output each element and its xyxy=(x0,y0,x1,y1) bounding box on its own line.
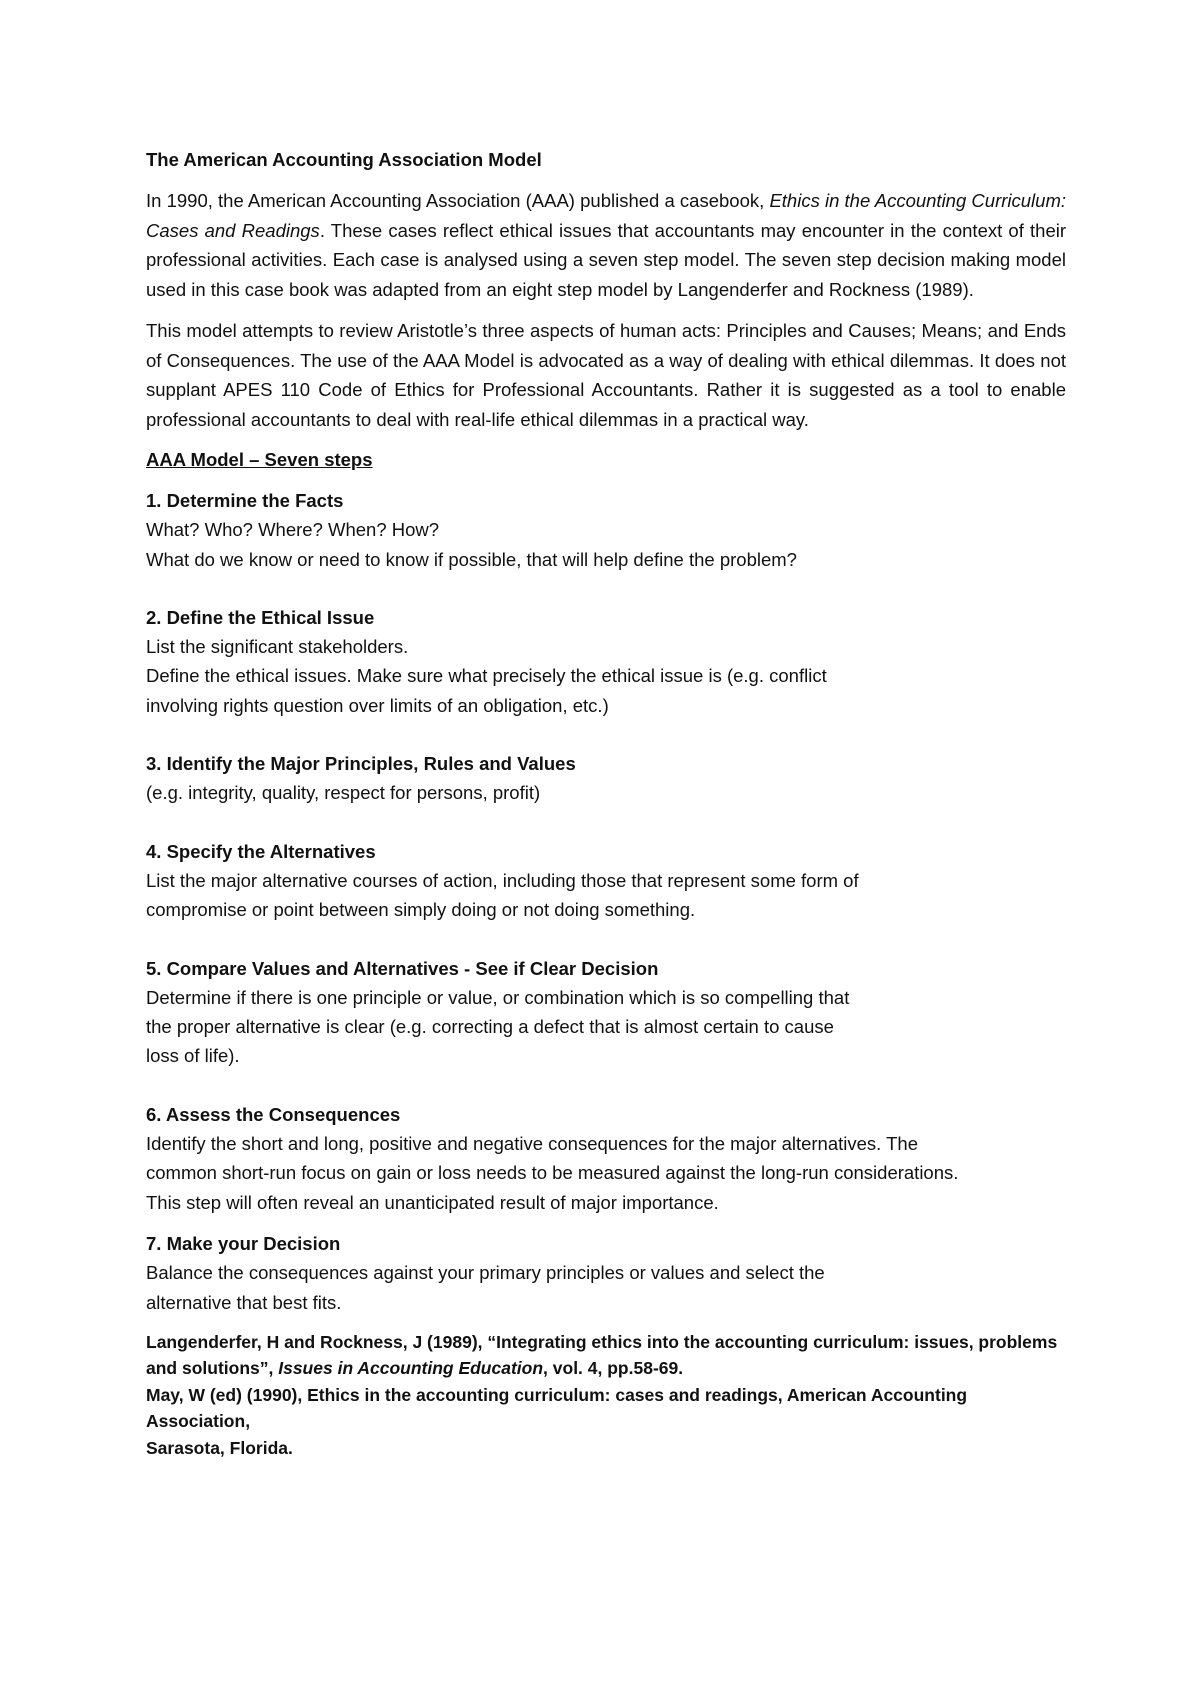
step-line: loss of life). xyxy=(146,1045,240,1067)
step-title: 7. Make your Decision xyxy=(146,1232,341,1254)
step-title: 1. Determine the Facts xyxy=(146,490,344,511)
step-line: List the major alternative courses of action, including those that represent some form of xyxy=(146,869,859,891)
document-page xyxy=(146,146,1066,1461)
step-4 xyxy=(146,837,1066,925)
step-line: the proper alternative is clear (e.g. correcting a defect that is almost certain to cause xyxy=(146,1016,834,1038)
step-title: 4. Specify the Alternatives xyxy=(146,840,376,862)
step-line: Determine if there is one principle or value, or combination which is so compelling that xyxy=(146,986,850,1008)
step-title: 3. Identify the Major Principles, Rules and Values xyxy=(146,753,576,775)
step-3 xyxy=(146,749,1066,808)
step-line: This step will often reveal an unanticipated result of major importance. xyxy=(146,1191,719,1213)
intro-paragraph-2: This model attempts to review Aristotle’s three aspects of human acts: Principles and Causes; Means; and Ends of Consequences. The use of the AAA Model is advocated as a way of dealing with ethical dilemmas. It does not supplant APES 110 Code of Ethics for Professional Accountants. Rather it is suggested as a tool to enable professional accountants to deal with real-life ethical dilemmas in a practical way. xyxy=(146,320,1066,430)
step-line: What do we know or need to know if possible, that will help define the problem? xyxy=(146,548,797,570)
step-line: Balance the consequences against your primary principles or values and select the xyxy=(146,1262,825,1284)
section-heading: AAA Model – Seven steps xyxy=(146,449,373,470)
step-2 xyxy=(146,603,1066,720)
reference-1-line-2 xyxy=(146,1355,1066,1382)
step-line: Identify the short and long, positive and negative consequences for the major alternatives. The xyxy=(146,1133,918,1155)
intro-p1-suffix: . These cases reflect ethical issues that accountants may encounter in the context of their professional activities. Each case is analysed using a seven step model. The seven step decision making model used in this case book was adapted from an eight step model by Langenderfer and Rockness (1989). xyxy=(146,219,1067,300)
step-7 xyxy=(146,1229,1066,1317)
reference-1-suffix: , vol. 4, pp.58-69. xyxy=(543,1358,684,1379)
step-line: compromise or point between simply doing or not doing something. xyxy=(146,899,696,921)
step-title: 5. Compare Values and Alternatives - See if Clear Decision xyxy=(146,957,659,979)
document-title: The American Accounting Association Model xyxy=(146,149,542,170)
reference-1-line-1: Langenderfer, H and Rockness, J (1989), “Integrating ethics into the accounting curriculum: issues, problems xyxy=(146,1331,1058,1352)
step-title: 6. Assess the Consequences xyxy=(146,1103,401,1125)
step-line: List the significant stakeholders. xyxy=(146,636,409,658)
reference-1-prefix: and solutions”, xyxy=(146,1358,279,1379)
step-line: (e.g. integrity, quality, respect for persons, profit) xyxy=(146,782,541,804)
step-line: What? Who? Where? When? How? xyxy=(146,519,440,541)
step-title: 2. Define the Ethical Issue xyxy=(146,606,375,628)
intro-p1-prefix: In 1990, the American Accounting Association (AAA) published a casebook, xyxy=(146,190,770,211)
references xyxy=(146,1329,1066,1462)
step-1 xyxy=(146,486,1066,574)
casebook-title: Ethics in the Accounting Curriculum: Cases and Readings xyxy=(146,190,1066,241)
reference-2-line-1: May, W (ed) (1990), Ethics in the accounting curriculum: cases and readings, American Accounting Association, xyxy=(146,1384,968,1432)
reference-2-line-2: Sarasota, Florida. xyxy=(146,1437,293,1458)
step-6 xyxy=(146,1100,1066,1217)
intro-paragraph-1 xyxy=(146,186,1066,304)
step-line: common short-run focus on gain or loss needs to be measured against the long-run considerations. xyxy=(146,1162,959,1184)
journal-title: Issues in Accounting Education xyxy=(278,1358,544,1379)
step-line: alternative that best fits. xyxy=(146,1291,342,1313)
step-line: Define the ethical issues. Make sure what precisely the ethical issue is (e.g. conflict xyxy=(146,665,827,687)
step-line: involving rights question over limits of an obligation, etc.) xyxy=(146,694,609,716)
step-5 xyxy=(146,954,1066,1071)
